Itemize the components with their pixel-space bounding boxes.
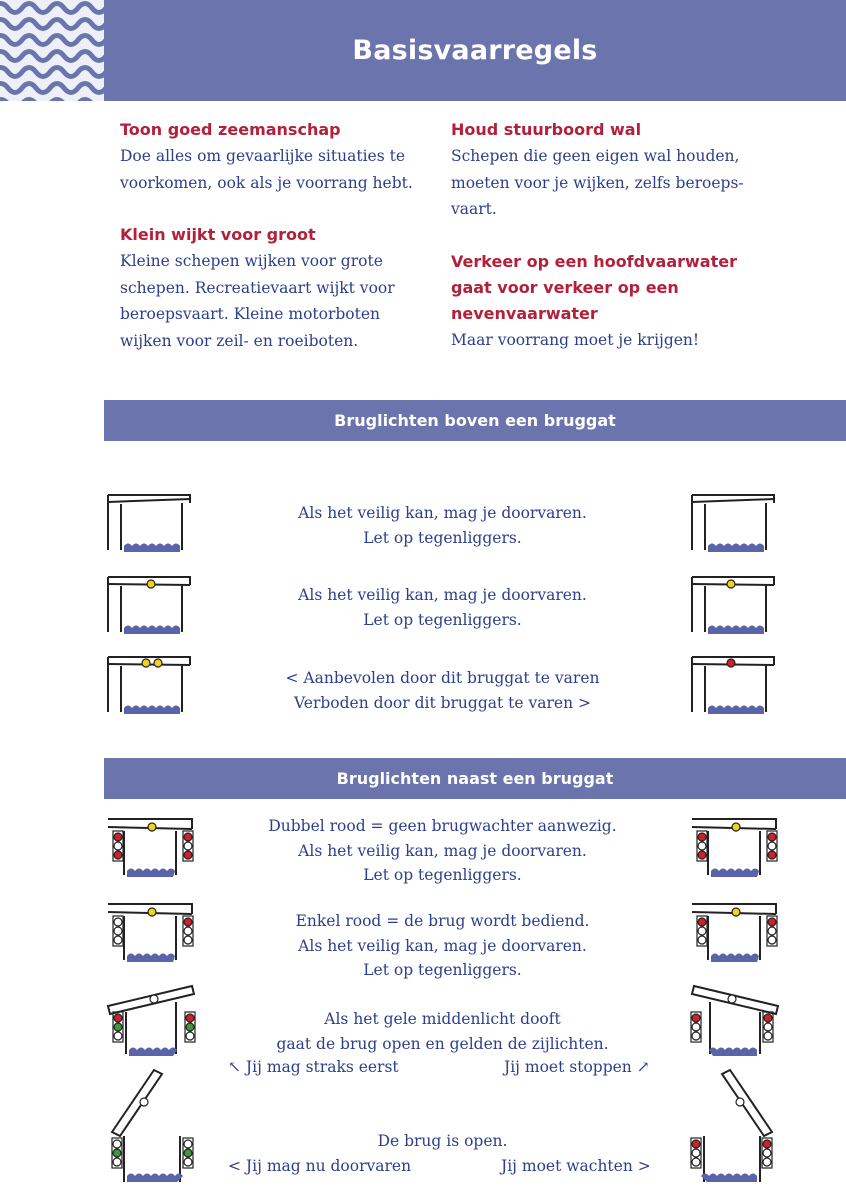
side-light — [114, 842, 122, 850]
opening-bridge-group — [691, 986, 778, 1056]
open-bridge-group — [691, 1070, 772, 1182]
desc-line: Dubbel rood = geen brugwachter aanwezig. — [268, 817, 617, 835]
bridge-diagram-double-yellow — [104, 652, 196, 714]
page-title: Basisvaarregels — [352, 35, 598, 66]
rule-zeemanschap — [120, 117, 440, 196]
rule-heading: Klein wijkt voor groot — [120, 225, 316, 244]
red-light — [727, 659, 735, 667]
side-light — [186, 1023, 194, 1031]
water-waves — [708, 626, 764, 635]
water-waves — [709, 1048, 757, 1057]
water-waves — [711, 869, 759, 878]
side-light — [698, 936, 706, 944]
side-light — [184, 927, 192, 935]
side-light — [184, 833, 192, 841]
section-title: Bruglichten naast een bruggat — [336, 769, 614, 788]
rule-line: Kleine schepen wijken voor grote — [120, 252, 383, 270]
rule-heading-line: Verkeer op een hoofdvaarwater — [451, 251, 737, 271]
raised-deck — [722, 1070, 772, 1136]
title-bar — [104, 0, 846, 101]
side-light — [698, 918, 706, 926]
water-waves — [124, 706, 180, 715]
side-light — [768, 936, 776, 944]
desc-line: Let op tegenliggers. — [363, 528, 522, 547]
section-title: Bruglichten boven een bruggat — [334, 411, 616, 430]
desc-line: Als het gele middenlicht dooft — [324, 1010, 561, 1028]
note-jij-mag-nu-doorvaren: < Jij mag nu doorvaren — [228, 1157, 412, 1175]
section2-row2-text — [200, 909, 685, 983]
side-light — [768, 842, 776, 850]
side-light — [692, 1032, 700, 1040]
yellow-middle-light — [732, 908, 740, 916]
side-light — [114, 1014, 122, 1022]
wave-pattern-decoration — [0, 0, 104, 101]
side-light — [698, 927, 706, 935]
water-waves — [701, 1174, 757, 1183]
rule-line: Schepen die geen eigen wal houden, — [451, 147, 740, 165]
desc-line: Verboden door dit bruggat te varen > — [294, 693, 591, 712]
rule-line: voorkomen, ook als je voorrang hebt. — [120, 173, 413, 192]
side-light — [184, 1149, 192, 1157]
section1-row2-text — [200, 583, 685, 632]
rule-line: moeten voor je wijken, zelfs beroeps- — [451, 173, 744, 192]
side-light — [692, 1023, 700, 1031]
section1-row3-text — [200, 666, 685, 715]
bridge-diagram-single-yellow-left — [104, 572, 196, 634]
section2-row4-text — [200, 1129, 685, 1154]
side-light — [698, 833, 706, 841]
section-header-boven — [104, 400, 846, 441]
side-light — [184, 936, 192, 944]
side-light — [768, 918, 776, 926]
side-light — [186, 1014, 194, 1022]
water-waves — [124, 626, 180, 635]
side-light — [692, 1158, 700, 1166]
side-light — [764, 1014, 772, 1022]
yellow-middle-light — [148, 908, 156, 916]
yellow-middle-light — [148, 823, 156, 831]
water-waves — [708, 706, 764, 715]
middle-light-off — [736, 1098, 744, 1106]
bridge-underside — [108, 499, 190, 502]
side-light — [692, 1140, 700, 1148]
section2-row1-text — [200, 814, 685, 888]
side-light — [184, 1158, 192, 1166]
side-light — [113, 1140, 121, 1148]
rule-text — [120, 143, 440, 196]
yellow-light — [142, 659, 150, 667]
side-light — [768, 851, 776, 859]
side-light — [764, 1023, 772, 1031]
desc-line: Als het veilig kan, mag je doorvaren. — [298, 841, 587, 860]
bridge-diagram-single-red-left — [104, 900, 198, 966]
water-waves — [127, 1174, 183, 1183]
rule-line: vaart. — [451, 200, 497, 218]
rule-line: Doe alles om gevaarlijke situaties te — [120, 147, 405, 165]
opening-bridge-group — [108, 986, 195, 1056]
rule-text — [451, 143, 781, 223]
water-waves — [127, 869, 175, 878]
rule-line: beroepsvaart. Kleine motorboten — [120, 305, 381, 323]
bridge-diagram-no-lights-right — [688, 490, 780, 554]
yellow-light — [727, 580, 735, 588]
bridge-diagram-opening-right — [686, 982, 782, 1058]
water-waves — [129, 1048, 177, 1057]
side-light — [114, 833, 122, 841]
side-light — [114, 936, 122, 944]
rule-heading-line: gaat voor verkeer op een — [451, 277, 679, 297]
side-light — [764, 1032, 772, 1040]
desc-line: Als het veilig kan, mag je doorvaren. — [298, 504, 587, 522]
side-light — [692, 1149, 700, 1157]
side-light — [698, 851, 706, 859]
middle-light-off — [728, 995, 736, 1003]
section1-row1-text — [200, 501, 685, 550]
section-header-naast — [104, 758, 846, 799]
side-light — [692, 1014, 700, 1022]
side-light — [114, 851, 122, 859]
side-light — [184, 842, 192, 850]
wave-pattern-icon — [0, 0, 104, 101]
side-light — [114, 1023, 122, 1031]
bridge-diagram-double-red-right — [688, 815, 782, 881]
yellow-light — [147, 580, 155, 588]
rule-heading — [451, 249, 781, 327]
rule-text — [451, 327, 781, 354]
water-waves — [708, 544, 764, 553]
rule-line: schepen. Recreatievaart wijkt voor — [120, 278, 395, 297]
desc-line: Als het veilig kan, mag je doorvaren. — [298, 586, 587, 604]
bridge-diagram-no-lights-left — [104, 490, 196, 554]
side-light — [186, 1032, 194, 1040]
side-light — [184, 1140, 192, 1148]
rule-klein-groot — [120, 222, 440, 354]
desc-line: gaat de brug open en gelden de zijlichten. — [276, 1034, 609, 1053]
side-light — [698, 842, 706, 850]
side-light — [114, 1032, 122, 1040]
rule-heading: Houd stuurboord wal — [451, 120, 642, 139]
desc-line: Let op tegenliggers. — [363, 961, 522, 979]
middle-light-off — [140, 1098, 148, 1106]
desc-line: Let op tegenliggers. — [363, 866, 522, 884]
side-light — [763, 1140, 771, 1148]
side-light — [763, 1158, 771, 1166]
side-light — [114, 918, 122, 926]
note-jij-mag-straks-eerst: ↖ Jij mag straks eerst — [228, 1058, 399, 1076]
yellow-middle-light — [732, 823, 740, 831]
desc-line: Enkel rood = de brug wordt bediend. — [295, 912, 590, 930]
side-light — [768, 927, 776, 935]
desc-line: Als het veilig kan, mag je doorvaren. — [298, 936, 587, 955]
bridge-diagram-red-light — [688, 652, 780, 714]
rule-heading-line: nevenvaarwater — [451, 303, 598, 323]
rule-hoofdvaarwater — [451, 249, 781, 354]
side-light — [114, 927, 122, 935]
yellow-light — [154, 659, 162, 667]
side-light — [763, 1149, 771, 1157]
desc-line: De brug is open. — [377, 1132, 508, 1150]
rule-line: Maar voorrang moet je krijgen! — [451, 330, 700, 349]
middle-light-off — [150, 995, 158, 1003]
open-bridge-group — [112, 1070, 193, 1182]
water-waves — [127, 954, 175, 963]
side-light — [184, 851, 192, 859]
bridge-diagram-double-red-left — [104, 815, 198, 881]
bridge-diagram-single-yellow-right — [688, 572, 780, 634]
water-waves — [124, 544, 180, 553]
note-jij-moet-wachten: Jij moet wachten > — [501, 1157, 651, 1175]
rules-left-column — [120, 117, 440, 376]
desc-line: Let op tegenliggers. — [363, 610, 522, 629]
side-light — [768, 833, 776, 841]
rule-text — [120, 248, 440, 354]
bridge-diagram-opening-left — [104, 982, 200, 1058]
raised-deck — [112, 1070, 162, 1136]
bridge-diagram-open-right — [688, 1066, 780, 1186]
side-light — [113, 1158, 121, 1166]
rule-heading: Toon goed zeemanschap — [120, 120, 341, 139]
desc-line: < Aanbevolen door dit bruggat te varen — [285, 669, 600, 687]
side-light — [113, 1149, 121, 1157]
rule-stuurboord — [451, 117, 781, 223]
rule-line: wijken voor zeil- en roeiboten. — [120, 331, 359, 350]
rules-right-column — [451, 117, 781, 375]
bridge-underside — [692, 499, 774, 502]
note-jij-moet-stoppen: Jij moet stoppen ↗ — [504, 1058, 650, 1076]
bridge-diagram-single-red-right — [688, 900, 782, 966]
bridge-diagram-open-left — [104, 1066, 196, 1186]
section2-row3-text — [200, 1007, 685, 1056]
side-light — [184, 918, 192, 926]
water-waves — [711, 954, 759, 963]
